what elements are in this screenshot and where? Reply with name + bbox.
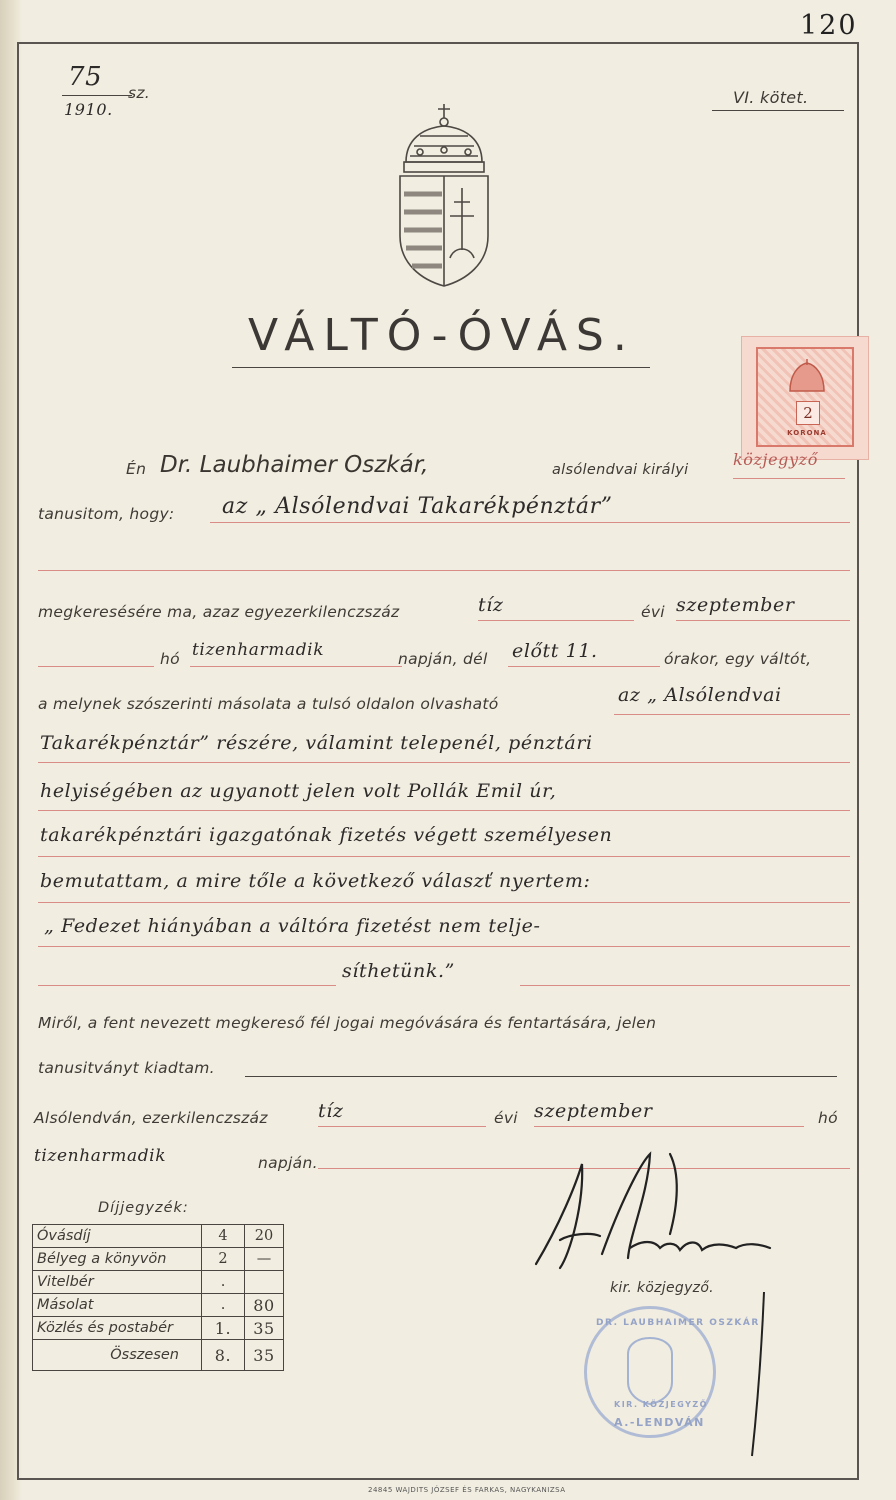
fee-total-korona: 8. bbox=[202, 1340, 245, 1371]
title-underline bbox=[232, 367, 650, 368]
notary-name: Dr. Laubhaimer Oszkár, bbox=[160, 452, 429, 478]
request-label: megkeresésére ma, azaz egyezerkilenczszáz bbox=[38, 603, 400, 621]
closing-line-2: tanusitványt kiadtam. bbox=[38, 1059, 215, 1077]
place-day-label: hó bbox=[818, 1109, 838, 1127]
day-pre-fill-line bbox=[38, 666, 154, 667]
place-year-handwritten: tíz bbox=[318, 1100, 344, 1122]
fee-total-filler: 35 bbox=[245, 1340, 284, 1371]
printer-note: 24845 WAJDITS JÓZSEF ÉS FARKAS, NAGYKANIZSA bbox=[368, 1486, 566, 1494]
fee-total-row bbox=[33, 1340, 284, 1371]
fee-label: Közlés és postabér bbox=[33, 1317, 202, 1340]
time-handwritten: előtt 11. bbox=[512, 640, 598, 662]
closing-line-1: Miről, a fent nevezett megkereső fél jogai megóvására és fentartására, jelen bbox=[38, 1014, 657, 1032]
fill-line-3 bbox=[38, 856, 850, 857]
register-year: 1910. bbox=[64, 100, 113, 119]
fee-korona: . bbox=[202, 1294, 245, 1317]
page-number: 120 bbox=[800, 10, 858, 41]
year-handwritten: tíz bbox=[478, 594, 504, 616]
stamp-frame bbox=[756, 347, 854, 447]
year-label: évi bbox=[641, 603, 665, 621]
fill-line-2 bbox=[38, 810, 850, 811]
requester-fill-line bbox=[210, 522, 850, 523]
notary-role-handwritten: közjegyző bbox=[733, 450, 818, 469]
fee-total-label: Összesen bbox=[33, 1340, 202, 1371]
month-handwritten: szeptember bbox=[676, 594, 795, 616]
fee-row bbox=[33, 1271, 284, 1294]
register-number: 75 bbox=[68, 62, 103, 92]
crown-icon bbox=[786, 359, 828, 395]
document-title: VÁLTÓ-ÓVÁS. bbox=[248, 310, 636, 361]
fee-label: Vitelbér bbox=[33, 1271, 202, 1294]
signature-stroke-icon bbox=[748, 1290, 768, 1460]
seal-mid-text: KIR. KÖZJEGYZŐ bbox=[614, 1400, 708, 1409]
handwritten-line-6: síthetünk.” bbox=[342, 960, 455, 982]
handwritten-line-5: „ Fedezet hiányában a váltóra fizetést nem telje- bbox=[44, 915, 541, 937]
closing-fill-line bbox=[245, 1076, 837, 1077]
fill-line-1 bbox=[38, 762, 850, 763]
fee-label: Másolat bbox=[33, 1294, 202, 1317]
coat-of-arms-icon bbox=[392, 100, 496, 290]
fee-filler: 35 bbox=[245, 1317, 284, 1340]
copy-fill-line bbox=[614, 714, 850, 715]
signature-caption: kir. közjegyző. bbox=[610, 1280, 714, 1296]
place-label: Alsólendván, ezerkilenczszáz bbox=[34, 1109, 268, 1127]
certify-label: tanusitom, hogy: bbox=[38, 505, 175, 523]
fill-line-6-left bbox=[38, 985, 336, 986]
place-day-suffix: napján. bbox=[258, 1154, 318, 1172]
copy-handwritten: az „ Alsólendvai bbox=[618, 684, 782, 706]
handwritten-line-3: takarékpénztári igazgatónak fizetés végett személyesen bbox=[40, 824, 613, 846]
fee-korona: 2 bbox=[202, 1248, 245, 1271]
day-label: hó bbox=[160, 650, 180, 668]
volume-label: VI. kötet. bbox=[733, 88, 809, 107]
fee-filler: 20 bbox=[245, 1225, 284, 1248]
fee-label: Bélyeg a könyvön bbox=[33, 1248, 202, 1271]
place-month-handwritten: szeptember bbox=[534, 1100, 653, 1122]
fee-korona: 4 bbox=[202, 1225, 245, 1248]
notary-place-title: alsólendvai királyi bbox=[552, 462, 689, 478]
fee-label: Óvásdíj bbox=[33, 1225, 202, 1248]
fee-row bbox=[33, 1294, 284, 1317]
day-fill-line bbox=[190, 666, 402, 667]
blank-fill-line bbox=[38, 570, 850, 571]
revenue-stamp bbox=[741, 336, 869, 460]
time-label: órakor, egy váltót, bbox=[664, 650, 812, 668]
fill-line-5 bbox=[38, 946, 850, 947]
fee-row bbox=[33, 1225, 284, 1248]
time-fill-line bbox=[508, 666, 660, 667]
handwritten-line-2: helyiségében az ugyanott jelen volt Pollák Emil úr, bbox=[40, 780, 557, 802]
place-year-fill-line bbox=[318, 1126, 486, 1127]
fee-row bbox=[33, 1248, 284, 1271]
fee-korona: 1. bbox=[202, 1317, 245, 1340]
fee-filler: 80 bbox=[245, 1294, 284, 1317]
fill-line-6-right bbox=[520, 985, 850, 986]
day-suffix: napján, dél bbox=[398, 650, 488, 668]
intro-text: Én bbox=[126, 460, 147, 478]
fee-korona: . bbox=[202, 1271, 245, 1294]
place-year-label: évi bbox=[494, 1109, 518, 1127]
role-fill-line bbox=[733, 478, 845, 479]
handwritten-line-1: Takarékpénztár” részére, válamint telepenél, pénztári bbox=[40, 732, 593, 754]
stamp-currency: KORONA bbox=[787, 429, 827, 437]
notary-signature-icon bbox=[530, 1144, 780, 1284]
fee-filler: — bbox=[245, 1248, 284, 1271]
day-handwritten: tizenharmadik bbox=[192, 640, 325, 660]
fee-heading: Díjjegyzék: bbox=[98, 1200, 189, 1216]
handwritten-line-4: bemutattam, a mire tőle a következő válaszť nyertem: bbox=[40, 870, 591, 892]
place-month-fill-line bbox=[534, 1126, 804, 1127]
fee-filler bbox=[245, 1271, 284, 1294]
place-day-handwritten: tizenharmadik bbox=[34, 1146, 167, 1166]
copy-label: a melynek szószerinti másolata a tulsó oldalon olvasható bbox=[38, 695, 499, 713]
volume-underline bbox=[712, 110, 844, 111]
fill-line-4 bbox=[38, 902, 850, 903]
fee-row bbox=[33, 1317, 284, 1340]
register-underline bbox=[62, 95, 132, 96]
stamp-value: 2 bbox=[796, 401, 820, 425]
seal-top-text: DR. LAUBHAIMER OSZKÁR bbox=[596, 1318, 760, 1328]
seal-bottom-text: A.-LENDVÁN bbox=[614, 1416, 705, 1429]
year-fill-line bbox=[478, 620, 634, 621]
fee-table bbox=[32, 1224, 284, 1371]
requester-handwritten: az „ Alsólendvai Takarékpénztár” bbox=[222, 494, 613, 519]
month-fill-line bbox=[676, 620, 850, 621]
register-suffix: sz. bbox=[128, 84, 151, 102]
seal-crest-icon bbox=[620, 1336, 680, 1406]
